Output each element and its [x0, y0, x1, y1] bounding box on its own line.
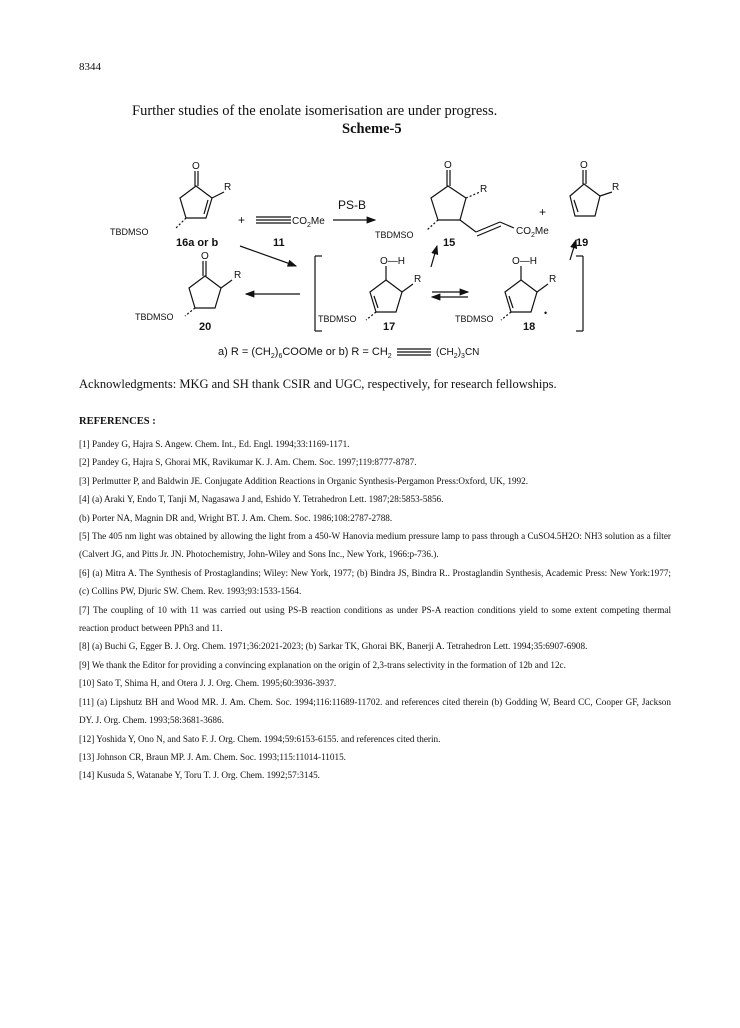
label-o-19: O — [580, 160, 588, 171]
label-o-16: O — [192, 161, 200, 172]
reference-1: [1] Pandey G, Hajra S. Angew. Chem. Int., Ed. Engl. 1994;33:1169-1171. — [79, 439, 350, 449]
structure-20 — [185, 261, 232, 316]
label-tbdmso-17: TBDMSO — [318, 314, 357, 324]
structure-19 — [570, 170, 612, 216]
label-oh-17: O—H — [380, 256, 405, 267]
label-17: 17 — [383, 321, 396, 333]
reference-5: [5] The 405 nm light was obtained by allowing the light from a 450-W Hanovia medium pressure lamp to pass through a CuSO4.5H2O: NH3 solution as a filter (Calvert JG, and Pitts Jr. JN. Photochemistry, John-Wiley and Sons Inc., New York, 1966:p-736.). — [79, 531, 671, 560]
label-r-17: R — [414, 274, 422, 285]
intro-sentence: Further studies of the enolate isomerisation are under progress. — [132, 103, 498, 119]
reference-14: [14] Kusuda S, Watanabe Y, Toru T. J. Org. Chem. 1992;57:3145. — [79, 770, 320, 781]
label-r-18: R — [549, 274, 557, 285]
reference-8: [8] (a) Buchi G, Egger B. J. Org. Chem. 1971;36:2021-2023; (b) Sarkar TK, Ghorai BK, Banerji A. Tetrahedron Lett. 1994;35:6907-6908. — [79, 641, 588, 652]
label-o-15: O — [444, 160, 452, 171]
label-tbdmso-15: TBDMSO — [375, 230, 414, 240]
label-co2me-11: $CO_2Me$ — [292, 216, 325, 229]
label-plus-2: + — [539, 205, 547, 219]
label-o-20: O — [201, 251, 209, 262]
scheme-title: Scheme-5 — [342, 121, 402, 137]
page-number: 8344 — [79, 61, 101, 73]
references-list — [79, 435, 671, 785]
reference-11: [11] (a) Lipshutz BH and Wood MR. J. Am. Chem. Soc. 1994;116:11689-11702. and references cited therein (b) Godding W, Beard CC, Cooper GF, Jackson DY. J. Org. Chem. 1993;58:3681-3686. — [79, 696, 671, 726]
label-tbdmso-18: TBDMSO — [455, 314, 494, 324]
reference-4b: (b) Porter NA, Magnin DR and, Wright BT. J. Am. Chem. Soc. 1986;108:2787-2788. — [79, 512, 393, 523]
label-r-16: R — [224, 182, 232, 193]
reference-6: [6] (a) Mitra A. The Synthesis of Prostaglandins; Wiley: New York, 1977; (b) Bindra JS, Bindra R.. Prostaglandin Synthesis, Academic Press: New York:1977; (c) Collins PW, Djuric SW. Chem. Rev. 1993;93:1533-1564. — [79, 567, 671, 597]
scheme-legend: a) $R = (CH_2)_6COOMe$ or b) $R = CH_2$ — [218, 346, 392, 360]
label-18: 18 — [523, 321, 536, 333]
label-tbdmso-20: TBDMSO — [135, 312, 174, 322]
label-oh-18: O—H — [512, 256, 537, 267]
reference-13: [13] Johnson CR, Braun MP. J. Am. Chem. Soc. 1993;115:11014-11015. — [79, 751, 346, 762]
reference-4a: [4] (a) Araki Y, Endo T, Tanji M, Nagasawa J and, Eshido Y. Tetrahedron Lett. 1987;28:5853-5856. — [79, 494, 444, 505]
reaction-scheme — [0, 150, 740, 365]
reference-12: [12] Yoshida Y, Ono N, and Sato F. J. Org. Chem. 1994;59:6153-6155. and references cited therin. — [79, 733, 441, 744]
structure-17 — [366, 266, 413, 320]
structure-16 — [176, 171, 224, 228]
label-r-20: R — [234, 270, 242, 281]
scheme-legend-tail: $(CH_2)_3CN$ — [436, 347, 480, 360]
label-psb: PS-B — [338, 198, 367, 212]
label-r-15: R — [480, 184, 488, 195]
label-16: 16a or b — [176, 237, 219, 249]
reference-3: [3] Perlmutter P, and Baldwin JE. Conjugate Addition Reactions in Organic Synthesis-Pergamon Press:Oxford, UK, 1992. — [79, 475, 529, 486]
structure-18 — [501, 266, 548, 320]
structure-11 — [256, 217, 291, 223]
radical-dot-18: • — [544, 308, 548, 318]
label-r-19: R — [612, 182, 620, 193]
label-20: 20 — [199, 321, 212, 333]
label-11: 11 — [273, 237, 285, 249]
label-15: 15 — [443, 237, 456, 249]
acknowledgment: Acknowledgments: MKG and SH thank CSIR and UGC, respectively, for research fellowships. — [79, 377, 557, 391]
label-19: 19 — [576, 237, 589, 249]
reference-7: [7] The coupling of 10 with 11 was carried out using PS-B reaction conditions as under PS-A reaction conditions yield to some extent competing thermal reaction product between PPh3 and 11. — [79, 604, 671, 634]
references-heading: REFERENCES : — [79, 416, 156, 427]
label-plus-1: + — [238, 213, 246, 227]
reference-2: [2] Pandey G, Hajra S, Ghorai MK, Ravikumar K. J. Am. Chem. Soc. 1997;119:8777-8787. — [79, 457, 417, 468]
label-co2me-15: $CO_2Me$ — [516, 226, 549, 239]
reference-10: [10] Sato T, Shima H, and Otera J. J. Org. Chem. 1995;60:3936-3937. — [79, 678, 337, 689]
label-tbdmso-16: TBDMSO — [110, 227, 149, 237]
reference-9: [9] We thank the Editor for providing a convincing explanation on the origin of 2,3-trans selectivity in the formation of 12b and 12c. — [79, 659, 566, 670]
structure-15 — [427, 170, 514, 236]
